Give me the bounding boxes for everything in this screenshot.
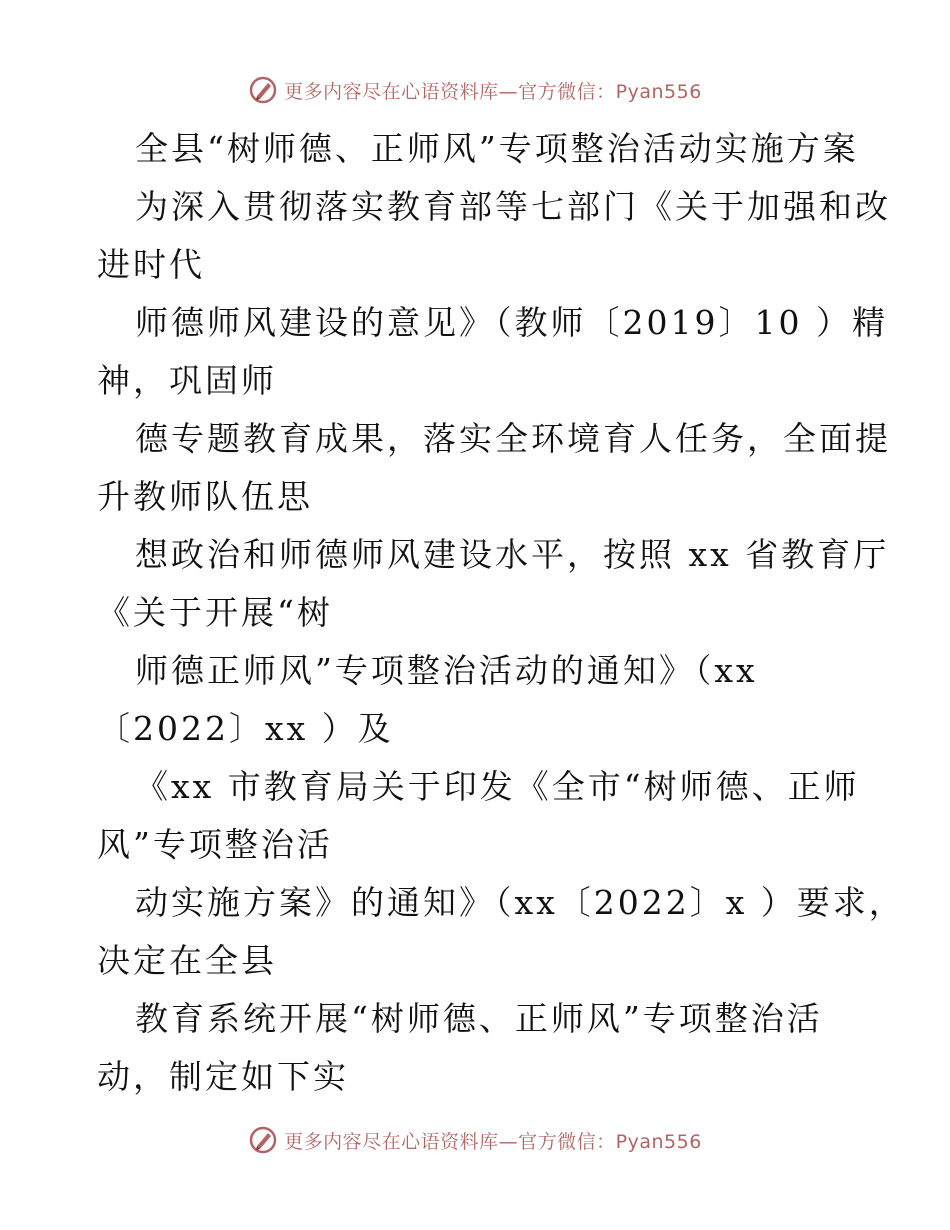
footer-banner-text: 更多内容尽在心语资料库—官方微信：Pyan556 [284, 1130, 702, 1153]
text-line: 《xx 市教育局关于印发《全市“树师德、正师 [135, 767, 860, 806]
text-line: 〔2022〕xx ）及 [97, 709, 394, 748]
text-line: 决定在全县 [97, 941, 277, 980]
footer-banner [0, 1120, 950, 1160]
text-line: 为深入贯彻落实教育部等七部门《关于加强和改 [135, 187, 891, 226]
text-line: 想政治和师德师风建设水平，按照 xx 省教育厅 [135, 535, 890, 574]
text-line: 师德正师风”专项整治活动的通知》（xx [135, 651, 758, 690]
pen-logo-icon [248, 1125, 278, 1155]
text-line: 动实施方案》的通知》（xx〔2022〕x ）要求， [135, 883, 905, 922]
text-line: 德专题教育成果，落实全环境育人任务，全面提 [135, 419, 891, 458]
text-line: 动，制定如下实 [97, 1057, 349, 1096]
text-line: 师德师风建设的意见》（教师〔2019〕10 ）精 [135, 303, 888, 342]
document-body [97, 120, 905, 1106]
header-banner-text: 更多内容尽在心语资料库—官方微信：Pyan556 [284, 80, 702, 103]
text-line: 神，巩固师 [97, 361, 277, 400]
text-line: 全县“树师德、正师风”专项整治活动实施方案 [135, 129, 859, 168]
text-line: 进时代 [97, 245, 205, 284]
text-line: 教育系统开展“树师德、正师风”专项整治活 [135, 999, 823, 1038]
pen-logo-icon [248, 75, 278, 105]
text-line: 《关于开展“树 [97, 593, 333, 632]
text-line: 升教师队伍思 [97, 477, 313, 516]
header-banner [0, 70, 950, 110]
text-line: 风”专项整治活 [97, 825, 333, 864]
